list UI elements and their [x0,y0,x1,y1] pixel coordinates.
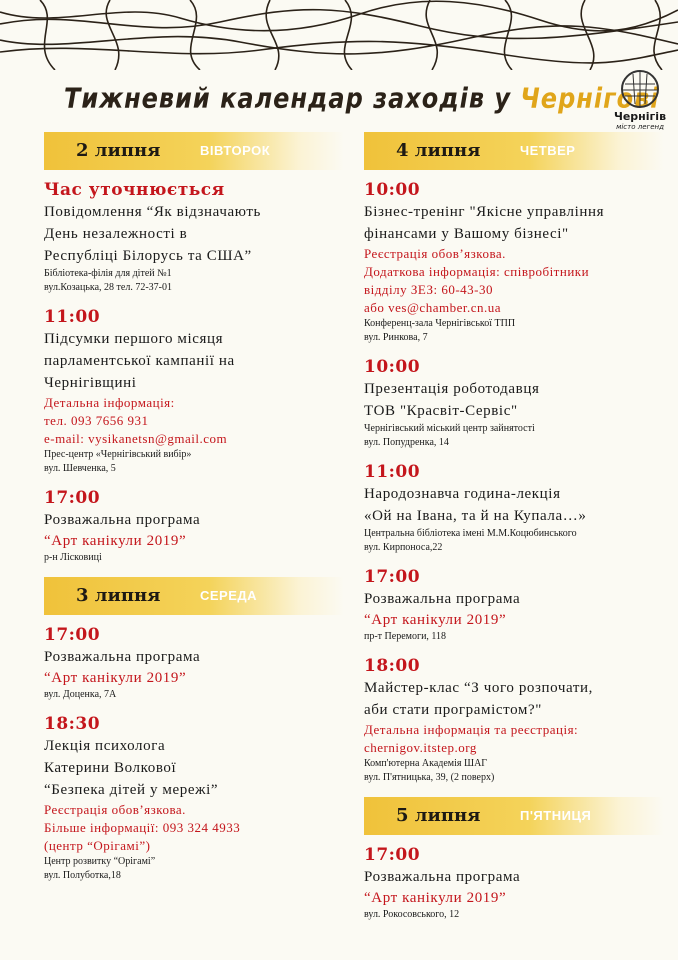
event-info: Додаткова інформація: співробітники [364,264,590,279]
day-date: 3 липня [76,585,161,606]
event-info: (центр “Орігамі”) [44,838,151,853]
logo-name: Чернігів [613,110,667,123]
event-venue: Центр розвитку “Орігамі” [44,856,156,867]
event-venue: Центральна бібліотека імені М.М.Коцюбинського [364,528,577,539]
event-website-link[interactable]: chernigov.itstep.org [364,740,477,755]
event-title-line: Підсумки першого місяця [44,331,224,347]
event-address: вул.Козацька, 28 тел. 72-37-01 [44,282,173,293]
event-title-line: День незалежності в [44,226,188,242]
event-red-title: “Арт канікули 2019” [44,533,187,549]
day-header-5-july [364,797,664,835]
event-title-line: фінансами у Вашому бізнесі" [364,226,569,242]
event-time: 11:00 [44,307,101,327]
decorative-line-pattern [0,0,678,70]
event-item [364,462,664,555]
event-address: вул. Рокосовського, 12 [364,909,460,920]
day-header-3-july [44,577,344,615]
event-address: вул. Доценка, 7А [44,689,117,700]
globe-logo-icon [621,70,659,108]
event-venue: Прес-центр «Чернігівський вибір» [44,449,192,460]
day-of-week: П'ЯТНИЦЯ [520,808,592,823]
event-title-line: Лекція психолога [44,738,166,754]
event-address: вул. П'ятницька, 39, (2 поверх) [364,772,495,783]
event-time: 11:00 [364,462,421,482]
event-info: Більше інформації: 093 324 4933 [44,820,241,835]
event-title-line: Розважальна програма [364,869,521,885]
event-time: 17:00 [44,625,101,645]
event-title-line: Розважальна програма [364,591,521,607]
event-title-line: Народознавча година-лекція [364,486,561,502]
day-header-2-july [44,132,344,170]
event-email-link[interactable]: або ves@chamber.cn.ua [364,300,502,315]
event-address: вул. Шевченка, 5 [44,463,116,474]
event-title-line: «Ой на Івана, та й на Купала…» [364,508,587,524]
logo-tagline: місто легенд [616,123,664,131]
event-title-line: Бізнес-тренінг "Якісне управління [364,204,605,220]
event-address: пр-т Перемоги, 118 [364,631,447,642]
event-venue: Бібліотека-філія для дітей №1 [44,268,172,279]
event-red-title: “Арт канікули 2019” [364,890,507,906]
event-time: 17:00 [44,488,101,508]
event-phone: відділу ЗЕЗ: 60-43-30 [364,282,493,297]
event-info: Детальна інформація: [44,395,175,410]
event-venue: Чернігівський міський центр зайнятості [364,423,535,434]
day-header-4-july [364,132,664,170]
day-of-week: ЧЕТВЕР [520,143,576,158]
day-date: 4 липня [396,140,481,161]
left-column [44,132,344,895]
event-title-line: аби стати програмістом?" [364,702,542,718]
event-time: 10:00 [364,180,421,200]
event-title-line: Презентація роботодавця [364,381,540,397]
event-time: Час уточнюється [44,180,225,200]
event-item [364,180,664,345]
event-title-line: Майстер-клас “З чого розпочати, [364,680,594,696]
city-logo [612,70,668,131]
event-info: Реєстрація обов’язкова. [44,802,186,817]
day-of-week: СЕРЕДА [200,588,258,603]
event-info: Реєстрація обов’язкова. [364,246,506,261]
event-item [44,307,344,476]
event-time: 18:30 [44,714,101,734]
page-title [64,82,660,114]
event-item [44,625,344,702]
event-time: 10:00 [364,357,421,377]
event-info: Детальна інформація та реєстрація: [364,722,579,737]
event-item [364,845,664,922]
event-item [44,714,344,883]
event-time: 18:00 [364,656,421,676]
event-item [44,488,344,565]
day-of-week: ВІВТОРОК [200,143,271,158]
event-time: 17:00 [364,845,421,865]
event-email-link[interactable]: e-mail: vysikanetsn@gmail.com [44,431,228,446]
event-red-title: “Арт канікули 2019” [44,670,187,686]
event-address: р-н Лісковиці [44,552,102,563]
event-title-line: Розважальна програма [44,512,201,528]
event-item [44,180,344,295]
event-item [364,656,664,785]
event-title-line: ТОВ "Красвіт-Сервіс" [364,403,518,419]
title-main: Тижневий календар заходів у [64,82,521,115]
event-time: 17:00 [364,567,421,587]
right-column [364,132,664,934]
event-item [364,567,664,644]
event-title-line: парламентської кампанії на [44,353,235,369]
event-venue: Комп'ютерна Академія ШАГ [364,758,488,769]
event-title-line: Республіці Білорусь та США” [44,248,252,264]
event-phone: тел. 093 7656 931 [44,413,149,428]
day-date: 2 липня [76,140,161,161]
title-city: Чернігові [520,82,660,115]
event-title-line: “Безпека дітей у мережі” [44,782,219,798]
event-title-line: Чернігівщині [44,375,137,391]
event-title-line: Розважальна програма [44,649,201,665]
event-item [364,357,664,450]
event-address: вул. Кирпоноса,22 [364,542,443,553]
day-date: 5 липня [396,805,481,826]
event-address: вул. Ринкова, 7 [364,332,428,343]
event-red-title: “Арт канікули 2019” [364,612,507,628]
event-address: вул. Полуботка,18 [44,870,121,881]
event-venue: Конференц-зала Чернігівської ТПП [364,318,516,329]
event-address: вул. Попудренка, 14 [364,437,449,448]
event-title-line: Катерини Волкової [44,760,177,776]
event-title-line: Повідомлення “Як відзначають [44,204,261,220]
